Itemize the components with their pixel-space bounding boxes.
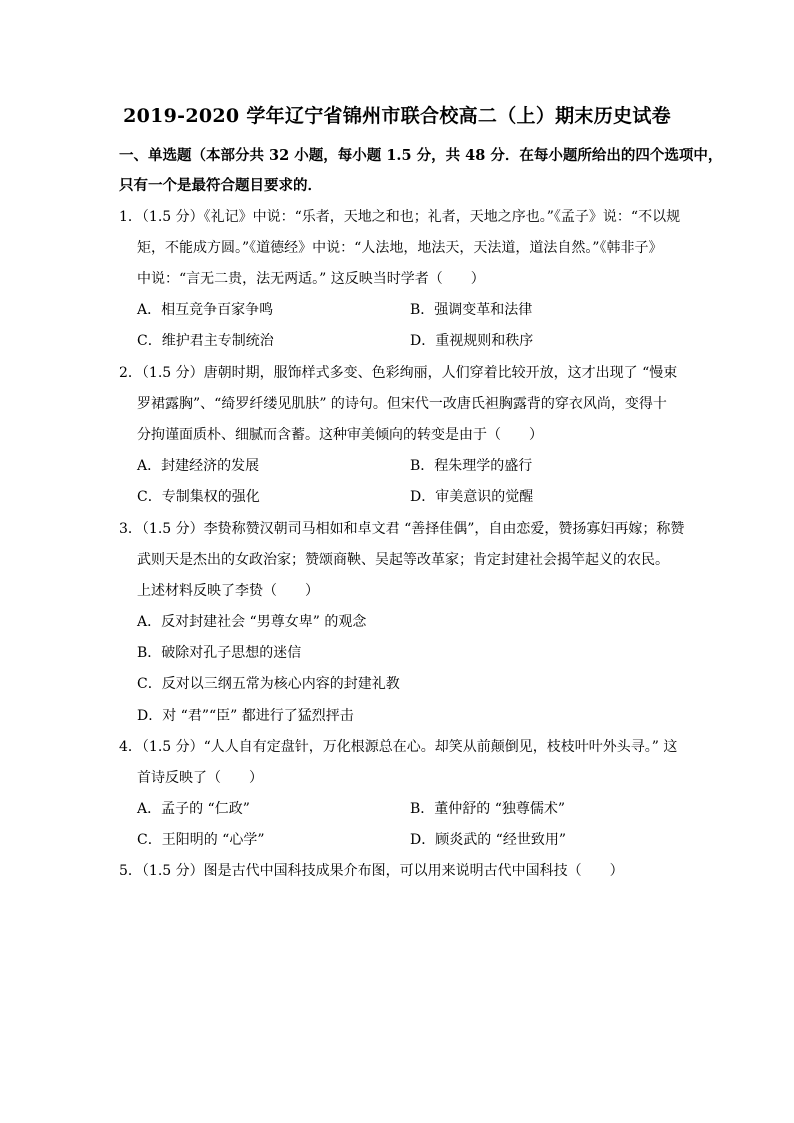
question-3 [119,514,689,608]
question-text-line: 中说：“言无二贵，法无两适。” 这反映当时学者（ ） [137,271,485,288]
option-b: B．强调变革和法律 [410,302,533,318]
option-c: C．王阳明的 “心学” [137,832,265,849]
question-text-line: 5．（1.5 分）图是古代中国科技成果介布图，可以用来说明古代中国科技（ ） [119,863,624,879]
option-b: B．程朱理学的盛行 [410,458,533,474]
question-text-line: 矩，不能成方圆。”《道德经》中说：“人法地，地法天，天法道，道法自然。”《韩非子》 [137,240,663,257]
question-2-options [137,451,697,513]
option-a: A．封建经济的发展 [137,458,260,474]
option-b: B．破除对孔子思想的迷信 [137,645,302,662]
question-4-options [137,794,697,856]
question-4 [119,732,689,794]
question-text-line: 3．（1.5 分）李贽称赞汉朝司马相如和卓文君 “善择佳偶”，自由恋爱，赞扬寡妇再嫁；称赞 [119,521,685,537]
option-d: D．对 “君”“臣” 都进行了猛烈抨击 [137,707,354,724]
question-text-line: 4．（1.5 分）“人人自有定盘针，万化根源总在心。却笑从前颠倒见，枝枝叶叶外头寻。” 这 [119,739,678,755]
question-text-line: 分拘谨面质朴、细腻而含蓄。这种审美倾向的转变是由于（ ） [137,427,543,444]
question-text-line: 武则天是杰出的女政治家；赞颂商鞅、吴起等改革家；肯定封建社会揭竿起义的农民。 [137,552,669,569]
option-c: C．反对以三纲五常为核心内容的封建礼教 [137,676,400,693]
question-5 [119,856,689,887]
option-d: D．顾炎武的 “经世致用” [410,832,566,849]
question-text-line: 罗裙露胸”、“绮罗纤缕见肌肤” 的诗句。但宋代一改唐氏袒胸露背的穿衣风尚，变得十 [137,396,667,413]
question-1-options [137,295,697,357]
question-2 [119,358,689,452]
option-d: D．重视规则和秩序 [410,333,534,350]
page-title: 2019-2020 学年辽宁省锦州市联合校高二（上）期末历史试卷 [123,105,671,127]
option-b: B．董仲舒的 “独尊儒术” [410,801,566,817]
question-text-line: 2．（1.5 分）唐朝时期，服饰样式多变、色彩绚丽，人们穿着比较开放，这才出现了 “慢束 [119,365,678,381]
section-instructions-line: 一、单选题（本部分共 32 小题，每小题 1.5 分，共 48 分．在每小题所给出的四个选项中， [119,147,723,164]
question-3-options [137,607,697,732]
option-a: A．反对封建社会 “男尊女卑” 的观念 [137,614,367,630]
question-1 [119,202,689,296]
question-text-line: 上述材料反映了李贽（ ） [137,583,319,600]
option-c: C．专制集权的强化 [137,489,260,506]
option-d: D．审美意识的觉醒 [410,489,534,506]
option-a: A．孟子的 “仁政” [137,801,250,817]
option-a: A．相互竞争百家争鸣 [137,302,274,318]
option-c: C．维护君主专制统治 [137,333,274,350]
section-instructions-line: 只有一个是最符合题目要求的． [119,177,322,194]
section-instructions [119,141,723,201]
question-text-line: 1．（1.5 分）《礼记》中说：“乐者，天地之和也；礼者，天地之序也。”《孟子》说：“不以规 [119,209,681,225]
question-text-line: 首诗反映了（ ） [137,770,263,787]
